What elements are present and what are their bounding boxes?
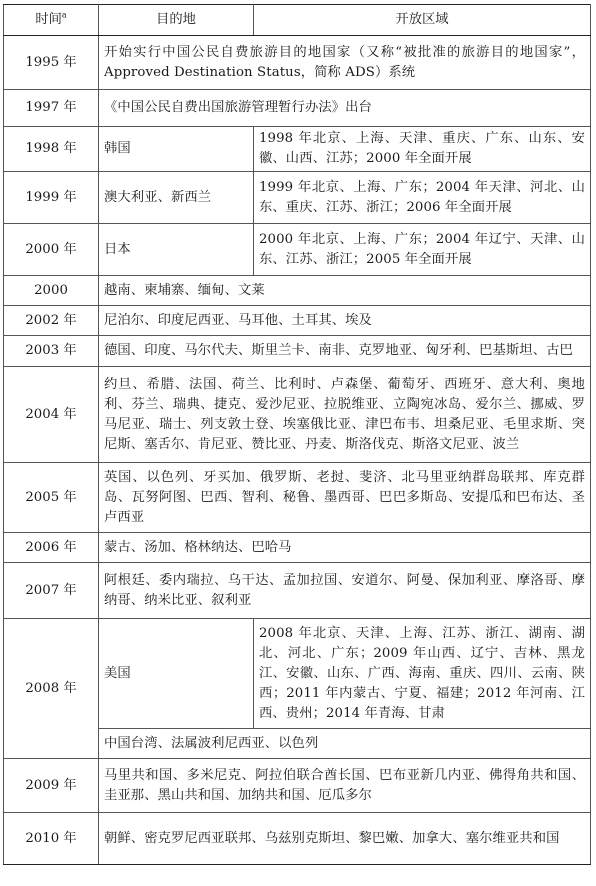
table-row <box>4 224 591 276</box>
year-cell: 2007 年 <box>4 563 99 619</box>
year-cell: 2005 年 <box>4 463 99 533</box>
table-row <box>4 463 591 533</box>
open-area-cell: 1998 年北京、上海、天津、重庆、广东、山东、安徽、山西、江苏；2000 年全面开展 <box>254 127 591 172</box>
destination-table <box>3 4 591 865</box>
table-row <box>4 619 591 729</box>
year-cell: 2006 年 <box>4 533 99 563</box>
table-row <box>4 813 591 865</box>
table-row <box>4 533 591 563</box>
destination-cell: 美国 <box>99 619 254 729</box>
year-cell: 2009 年 <box>4 759 99 813</box>
table-row <box>4 306 591 336</box>
destination-cell: 约旦、希腊、法国、荷兰、比利时、卢森堡、葡萄牙、西班牙、意大利、奥地利、芬兰、瑞典、捷克、爱沙尼亚、拉脱维亚、立陶宛冰岛、爱尔兰、挪威、罗马尼亚、瑞士、列支敦士登、埃塞俄比亚、津巴布韦、坦桑尼亚、毛里求斯、突尼斯、塞舌尔、肯尼亚、赞比亚、丹麦、斯洛伐克、斯洛文尼亚、波兰 <box>99 367 591 463</box>
year-cell: 2000 年 <box>4 224 99 276</box>
open-area-cell: 2008 年北京、天津、上海、江苏、浙江、湖南、湖北、河北、广东；2009 年山西、辽宁、吉林、黑龙江、安徽、山东、广西、海南、重庆、四川、云南、陕西；2011 年内蒙古、宁夏、福建；2012 年河南、江西、贵州；2014 年青海、甘肃 <box>254 619 591 729</box>
year-cell: 2000 <box>4 276 99 306</box>
destination-cell: 马里共和国、多米尼克、阿拉伯联合酋长国、巴布亚新几内亚、佛得角共和国、圭亚那、黑山共和国、加纳共和国、厄瓜多尔 <box>99 759 591 813</box>
year-cell: 2010 年 <box>4 813 99 865</box>
year-cell: 1999 年 <box>4 172 99 224</box>
table-row <box>4 759 591 813</box>
destination-cell: 朝鲜、密克罗尼西亚联邦、乌兹别克斯坦、黎巴嫩、加拿大、塞尔维亚共和国 <box>99 813 591 865</box>
table-row <box>4 563 591 619</box>
table-row <box>4 367 591 463</box>
year-cell: 2003 年 <box>4 336 99 367</box>
destination-cell: 日本 <box>99 224 254 276</box>
destination-cell: 德国、印度、马尔代夫、斯里兰卡、南非、克罗地亚、匈牙利、巴基斯坦、古巴 <box>99 336 591 367</box>
year-cell: 2008 年 <box>4 619 99 759</box>
year-cell: 1997 年 <box>4 90 99 127</box>
table-row <box>4 336 591 367</box>
year-cell: 2002 年 <box>4 306 99 336</box>
table-row <box>4 90 591 127</box>
table-header-row <box>4 5 591 36</box>
header-footnote-mark: a <box>61 10 67 20</box>
table-row <box>4 172 591 224</box>
destination-cell: 中国台湾、法属波利尼西亚、以色列 <box>99 729 591 759</box>
destination-cell: 英国、以色列、牙买加、俄罗斯、老挝、斐济、北马里亚纳群岛联邦、库克群岛、瓦努阿图、巴西、智利、秘鲁、墨西哥、巴巴多斯岛、安提瓜和巴布达、圣卢西亚 <box>99 463 591 533</box>
table-row <box>4 127 591 172</box>
destination-cell: 开始实行中国公民自费旅游目的地国家（又称“被批准的旅游目的地国家”，Approved Destination Status，简称 ADS）系统 <box>99 36 591 90</box>
open-area-cell: 1999 年北京、上海、广东；2004 年天津、河北、山东、重庆、江苏、浙江；2006 年全面开展 <box>254 172 591 224</box>
destination-cell: 越南、柬埔寨、缅甸、文莱 <box>99 276 591 306</box>
table-row <box>4 276 591 306</box>
destination-cell: 蒙古、汤加、格林纳达、巴哈马 <box>99 533 591 563</box>
destination-cell: 韩国 <box>99 127 254 172</box>
year-cell: 1998 年 <box>4 127 99 172</box>
header-open-area: 开放区域 <box>254 5 591 36</box>
destination-cell: 澳大利亚、新西兰 <box>99 172 254 224</box>
header-destination: 目的地 <box>99 5 254 36</box>
open-area-cell: 2000 年北京、上海、广东；2004 年辽宁、天津、山东、江苏、浙江；2005 年全面开展 <box>254 224 591 276</box>
year-cell: 1995 年 <box>4 36 99 90</box>
header-time: 时间$^a$ <box>4 5 99 36</box>
destination-cell: 《中国公民自费出国旅游管理暂行办法》出台 <box>99 90 591 127</box>
destination-cell: 尼泊尔、印度尼西亚、马耳他、土耳其、埃及 <box>99 306 591 336</box>
destination-cell: 阿根廷、委内瑞拉、乌干达、孟加拉国、安道尔、阿曼、保加利亚、摩洛哥、摩纳哥、纳米比亚、叙利亚 <box>99 563 591 619</box>
year-cell: 2004 年 <box>4 367 99 463</box>
table-row <box>4 36 591 90</box>
